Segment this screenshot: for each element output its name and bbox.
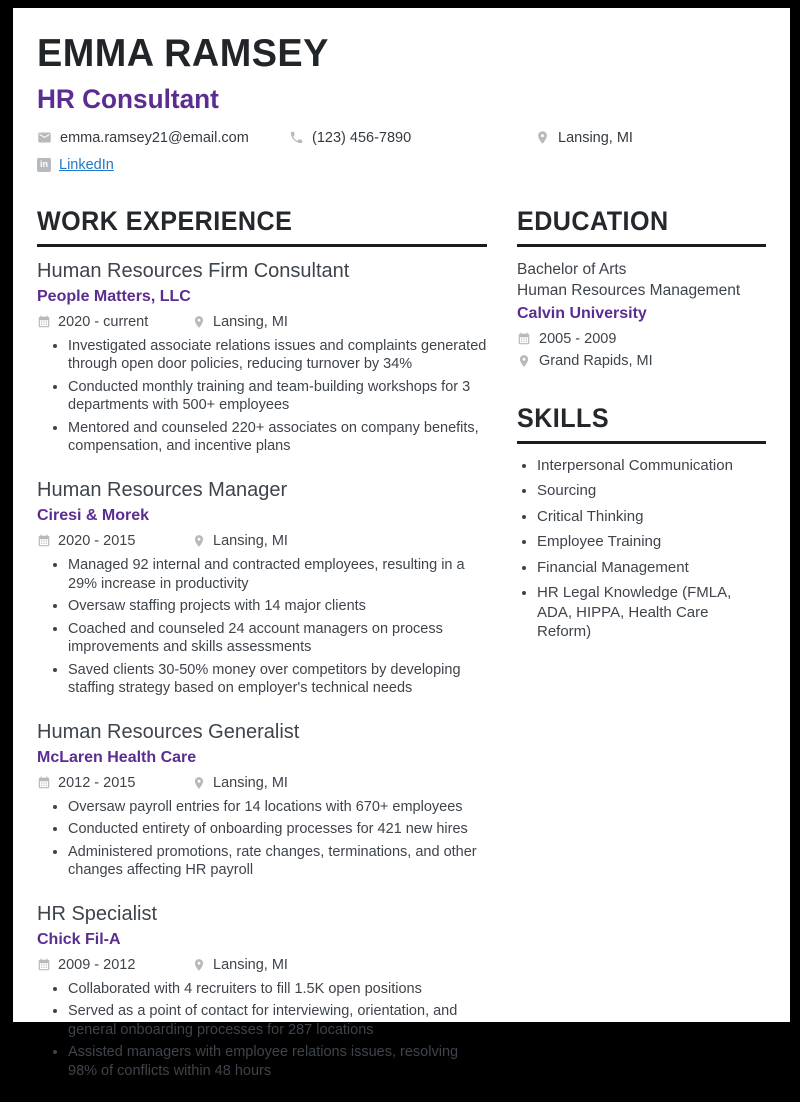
job-location-text: Lansing, MI [213,533,288,549]
job-dates [37,775,192,791]
job-title: Human Resources Manager [37,478,288,501]
education-dates-text: 2005 - 2009 [539,330,617,347]
linkedin-icon: in [37,158,51,172]
envelope-icon [37,130,52,145]
map-pin-icon [192,315,206,329]
job-bullets [37,556,487,698]
job-bullet: • Oversaw staffing projects with 14 major clients [68,597,487,616]
job-bullets [37,798,487,880]
skills-section [517,403,766,642]
map-pin-icon [535,130,550,145]
job-bullet: • Conducted monthly training and team-building workshops for 3 departments with 500+ employees [68,378,487,415]
education-location [517,353,766,369]
skill-item: • Financial Management [537,558,766,578]
job-company: McLaren Health Care [37,748,197,766]
skill-item: • Critical Thinking [537,507,766,527]
map-pin-icon [192,776,206,790]
contact-phone [289,130,535,146]
calendar-icon [37,534,51,548]
job-entry [37,902,487,1081]
education-school: Calvin University [517,304,647,322]
work-experience-section [37,206,487,1102]
education-field: Human Resources Management [517,281,741,299]
calendar-icon [517,332,531,346]
education-heading: EDUCATION [517,206,766,247]
job-company: People Matters, LLC [37,287,191,305]
job-entry [37,720,487,880]
job-entry [37,478,487,698]
job-list [37,259,487,1081]
job-bullet: • Investigated associate relations issues and complaints generated through open door policies, reducing turnover by 34% [68,337,487,374]
job-title: Human Resources Firm Consultant [37,259,350,282]
job-meta [37,957,487,973]
job-dates [37,533,192,549]
education-section [517,206,766,369]
job-location [192,314,288,330]
job-location-text: Lansing, MI [213,956,288,973]
job-company: Ciresi & Morek [37,506,150,524]
job-meta [37,533,487,549]
job-title: Human Resources Generalist [37,720,300,743]
education-degree: Bachelor of Arts [517,260,627,278]
job-location-text: Lansing, MI [213,313,288,330]
job-bullet: • Served as a point of contact for interviewing, orientation, and general onboarding processes for 287 locations [68,1002,487,1039]
map-pin-icon [192,958,206,972]
job-bullet: • Collaborated with 4 recruiters to fill 1.5K open positions [68,980,487,999]
phone-icon [289,130,304,145]
job-meta [37,314,487,330]
skills-heading: SKILLS [517,403,766,444]
job-bullet: • Assisted managers with employee relations issues, resolving 98% of conflicts within 48 hours [68,1043,487,1080]
job-company: Chick Fil-A [37,930,121,948]
job-dates-text: 2012 - 2015 [58,774,136,791]
job-bullets [37,337,487,456]
map-pin-icon [517,354,531,368]
job-meta [37,775,487,791]
calendar-icon [37,958,51,972]
calendar-icon [37,315,51,329]
work-experience-heading: WORK EXPERIENCE [37,206,487,247]
map-pin-icon [192,534,206,548]
candidate-name: EMMA RAMSEY [37,32,329,75]
job-entry [37,259,487,456]
contact-linkedin [37,157,114,173]
contact-phone-text: (123) 456-7890 [312,129,412,146]
job-location [192,957,288,973]
job-bullet: • Saved clients 30-50% money over competitors by developing staffing strategy based on employer's technical needs [68,661,487,698]
skill-item: • HR Legal Knowledge (FMLA, ADA, HIPPA, Health Care Reform) [537,583,766,642]
contact-location [535,130,633,146]
contact-info [37,130,766,173]
job-bullet: • Coached and counseled 24 account managers on process improvements and skills assessments [68,620,487,657]
job-location-text: Lansing, MI [213,774,288,791]
candidate-role: HR Consultant [37,83,219,114]
job-bullets [37,980,487,1081]
job-location [192,775,288,791]
job-bullet: • Managed 92 internal and contracted employees, resulting in a 29% increase in productivity [68,556,487,593]
job-bullet: • Mentored and counseled 220+ associates on company benefits, compensation, and incentive plans [68,419,487,456]
job-dates [37,957,192,973]
contact-email [37,130,289,146]
education-dates [517,331,766,347]
job-dates-text: 2020 - 2015 [58,533,136,549]
education-location-text: Grand Rapids, MI [539,352,653,369]
linkedin-link[interactable]: LinkedIn [59,156,114,173]
job-dates-text: 2009 - 2012 [58,956,136,973]
job-title: HR Specialist [37,902,158,925]
job-bullet: • Administered promotions, rate changes, terminations, and other changes affecting HR payroll [68,843,487,880]
skill-item: • Sourcing [537,481,766,501]
skill-item: • Interpersonal Communication [537,456,766,476]
job-bullet: • Oversaw payroll entries for 14 locations with 670+ employees [68,798,487,817]
job-dates [37,314,192,330]
resume-page [13,8,790,1079]
contact-email-text: emma.ramsey21@email.com [60,129,249,146]
skills-list [517,456,766,642]
job-bullet: • Conducted entirety of onboarding processes for 421 new hires [68,820,487,839]
job-location [192,533,288,549]
calendar-icon [37,776,51,790]
job-dates-text: 2020 - current [58,313,149,330]
contact-location-text: Lansing, MI [558,129,633,146]
skill-item: • Employee Training [537,532,766,552]
resume-header [37,34,766,173]
